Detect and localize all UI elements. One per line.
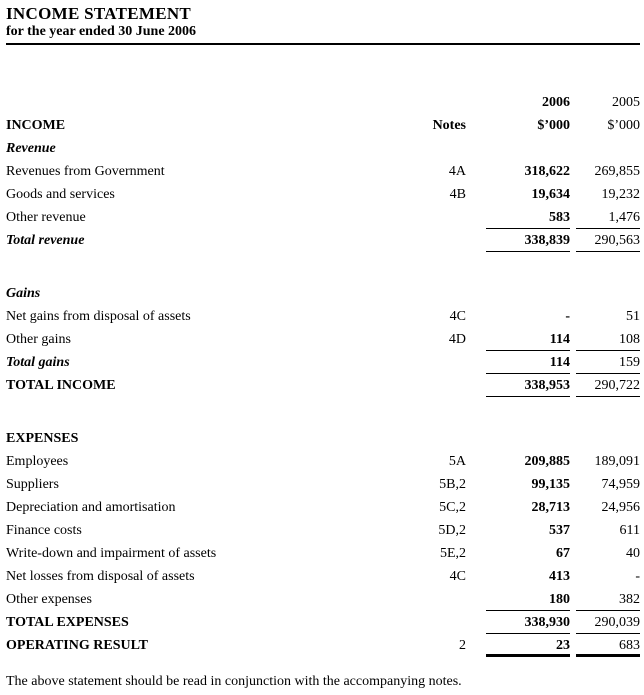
- row-value-2005: 290,039: [576, 611, 640, 634]
- row-value-2005: 189,091: [594, 454, 640, 469]
- table-row: [6, 450, 640, 473]
- row-value-2006: 99,135: [531, 477, 570, 492]
- row-note: [402, 351, 466, 374]
- row-value-2005: -: [635, 569, 640, 584]
- column-header-row: [6, 114, 640, 137]
- row-value-2006: [486, 427, 570, 450]
- row-label: Employees: [6, 454, 69, 469]
- row-value-2006: 28,713: [531, 500, 570, 515]
- row-note: 4C: [449, 569, 466, 584]
- page-title: INCOME STATEMENT: [6, 4, 192, 23]
- row-label: Total gains: [6, 355, 70, 370]
- row-value-2005: 159: [576, 351, 640, 374]
- row-note: [402, 374, 466, 397]
- table-row: [6, 496, 640, 519]
- row-note: [402, 282, 466, 305]
- row-note: 2: [459, 638, 466, 653]
- footer-note: The above statement should be read in conjunction with the accompanying notes.: [6, 674, 462, 689]
- page-subtitle: for the year ended 30 June 2006: [6, 24, 197, 39]
- row-value-2005: 611: [619, 523, 640, 538]
- row-label: TOTAL INCOME: [6, 378, 116, 393]
- row-note: 4A: [448, 164, 466, 179]
- row-note: 4D: [448, 332, 466, 347]
- statement-rows: [6, 137, 640, 657]
- row-value-2005: 40: [626, 546, 640, 561]
- row-value-2006: 180: [486, 588, 570, 611]
- row-value-2005: 24,956: [601, 500, 640, 515]
- table-row: [6, 183, 640, 206]
- row-note: [402, 229, 466, 252]
- row-value-2005: 51: [626, 309, 640, 324]
- row-value-2006: 114: [486, 351, 570, 374]
- row-value-2006: 537: [549, 523, 570, 538]
- year-header-row: [6, 91, 640, 114]
- row-value-2006: 23: [486, 634, 570, 657]
- row-value-2006: 67: [556, 546, 570, 561]
- row-value-2005: 290,722: [576, 374, 640, 397]
- row-label: Suppliers: [6, 477, 59, 492]
- row-label: Other expenses: [6, 592, 92, 607]
- section-spacer: [6, 397, 640, 427]
- row-value-2006: 338,930: [486, 611, 570, 634]
- row-note: 5E,2: [439, 546, 466, 561]
- row-value-2005: 74,959: [601, 477, 640, 492]
- row-value-2005: 269,855: [594, 164, 640, 179]
- row-value-2005: [576, 137, 640, 160]
- row-value-2006: 583: [486, 206, 570, 229]
- notes-col-header: Notes: [432, 118, 466, 133]
- row-label: Write-down and impairment of assets: [6, 546, 217, 561]
- document-header: [6, 4, 640, 45]
- row-label: Finance costs: [6, 523, 82, 538]
- row-label: OPERATING RESULT: [6, 638, 148, 653]
- table-row: [6, 328, 640, 351]
- row-note: 5C,2: [439, 500, 466, 515]
- row-value-2006: -: [565, 309, 570, 324]
- table-row: [6, 588, 640, 611]
- table-row: [6, 206, 640, 229]
- row-value-2005: 382: [576, 588, 640, 611]
- row-label: Goods and services: [6, 187, 115, 202]
- table-row: [6, 305, 640, 328]
- table-row: [6, 229, 640, 252]
- row-value-2006: [486, 137, 570, 160]
- row-note: 4B: [449, 187, 466, 202]
- empty-cell: [6, 91, 402, 114]
- table-row: [6, 351, 640, 374]
- table-row: [6, 519, 640, 542]
- row-value-2005: [576, 427, 640, 450]
- row-label: Total revenue: [6, 233, 85, 248]
- table-row: [6, 160, 640, 183]
- row-note: 5A: [448, 454, 466, 469]
- col-header-2005: 2005: [612, 95, 640, 110]
- row-value-2006: 413: [549, 569, 570, 584]
- row-value-2006: [486, 282, 570, 305]
- row-label: Gains: [6, 286, 41, 301]
- row-label: Other revenue: [6, 210, 86, 225]
- row-label: EXPENSES: [6, 431, 79, 446]
- row-label: Other gains: [6, 332, 71, 347]
- empty-cell: [402, 91, 466, 114]
- row-note: 5D,2: [438, 523, 466, 538]
- row-note: [402, 611, 466, 634]
- row-value-2006: 19,634: [531, 187, 570, 202]
- row-label: Net gains from disposal of assets: [6, 309, 191, 324]
- row-label: Revenue: [6, 141, 56, 156]
- col-header-2006: 2006: [542, 95, 570, 110]
- row-value-2006: 338,839: [486, 229, 570, 252]
- table-row: [6, 611, 640, 634]
- table-row: [6, 542, 640, 565]
- row-label: TOTAL EXPENSES: [6, 615, 129, 630]
- income-section-heading: INCOME: [6, 118, 66, 133]
- section-spacer: [6, 252, 640, 282]
- table-row: [6, 137, 640, 160]
- row-value-2005: 290,563: [576, 229, 640, 252]
- row-note: [402, 137, 466, 160]
- row-value-2005: 1,476: [576, 206, 640, 229]
- table-row: [6, 565, 640, 588]
- units-header-2006: $’000: [537, 118, 570, 133]
- table-row: [6, 374, 640, 397]
- row-label: Revenues from Government: [6, 164, 165, 179]
- row-label: Net losses from disposal of assets: [6, 569, 195, 584]
- row-note: [402, 588, 466, 611]
- row-note: [402, 427, 466, 450]
- table-row: [6, 634, 640, 657]
- row-value-2005: [576, 282, 640, 305]
- row-label: Depreciation and amortisation: [6, 500, 176, 515]
- row-note: [402, 206, 466, 229]
- row-note: 4C: [449, 309, 466, 324]
- income-statement-table: [6, 91, 640, 657]
- table-row: [6, 282, 640, 305]
- row-value-2006: 114: [486, 328, 570, 351]
- row-note: 5B,2: [439, 477, 466, 492]
- row-value-2005: 683: [576, 634, 640, 657]
- table-row: [6, 473, 640, 496]
- table-row: [6, 427, 640, 450]
- row-value-2006: 209,885: [524, 454, 570, 469]
- row-value-2006: 338,953: [486, 374, 570, 397]
- row-value-2005: 108: [576, 328, 640, 351]
- row-value-2005: 19,232: [601, 187, 640, 202]
- row-value-2006: 318,622: [524, 164, 570, 179]
- units-header-2005: $’000: [607, 118, 640, 133]
